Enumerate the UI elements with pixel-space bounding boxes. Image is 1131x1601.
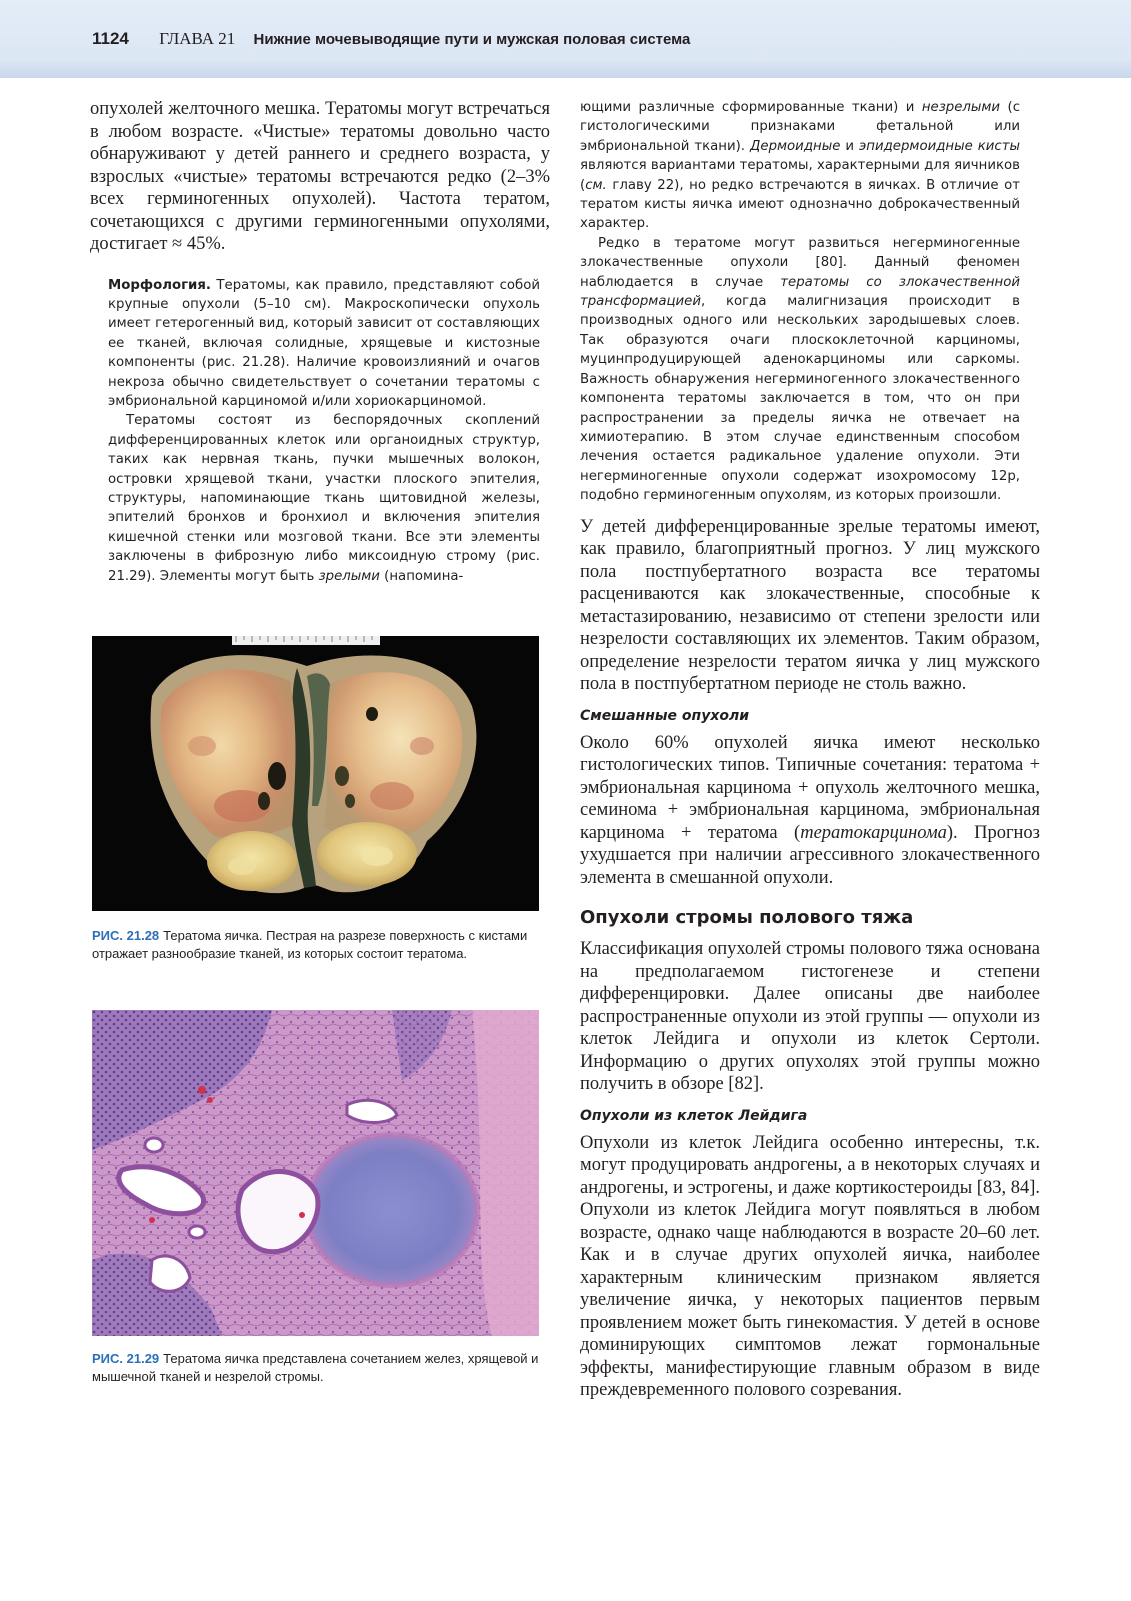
continuation-text-c: и bbox=[840, 138, 859, 154]
malignant-text-a: Редко в тератоме могут развиться негерминогенные злокачественные опухоли [80]. Данный феномен наблюдается в случае bbox=[580, 235, 1020, 290]
mixed-text-b: ). Прогноз ухудшается при наличии агрессивного злокачественного элемента в смешанной опухоли. bbox=[580, 822, 1040, 888]
continuation-text-e: главу 22), но редко встречаются в яичках. В отличие от тератом кисты яичка имеют однозначно доброкачественный характер. bbox=[580, 177, 1020, 232]
figure-21-29-label: РИС. 21.29 bbox=[92, 1351, 160, 1366]
teratoma-continuation-block bbox=[580, 98, 1020, 506]
figure-21-28-caption bbox=[92, 927, 550, 963]
left-column bbox=[90, 98, 550, 586]
continuation-paragraph bbox=[580, 98, 1020, 234]
continuation-emphasis-epidermoid: эпидермоидные кисты bbox=[858, 138, 1020, 154]
mixed-text-a: Около 60% опухолей яичка имеют несколько гистологических типов. Типичные сочетания: тератома + эмбриональная карцинома + опухоль желточного мешка, семинома + эмбриональная карцинома, эмбриональная карцинома + тератома ( bbox=[580, 732, 1040, 843]
figure-21-29-caption bbox=[92, 1350, 550, 1386]
sex-cord-stromal-heading: Опухоли стромы полового тяжа bbox=[580, 907, 914, 929]
morphology-block bbox=[108, 276, 540, 587]
morphology-paragraph-2 bbox=[108, 411, 540, 586]
malignant-emphasis: тератомы со злокачественной трансформацией bbox=[580, 274, 1020, 310]
leydig-heading: Опухоли из клеток Лейдига bbox=[580, 1107, 808, 1124]
continuation-text-a: ющими различные сформированные ткани) и bbox=[580, 100, 922, 115]
running-header bbox=[0, 0, 1131, 78]
continuation-emphasis-see: см. bbox=[585, 177, 607, 193]
chapter-label: ГЛАВА 21 bbox=[159, 29, 236, 48]
intro-paragraph: опухолей желточного мешка. Тератомы могут встречаться в любом возрасте. «Чистые» тератомы довольно часто обнаруживают у детей раннего и среднего возраста, у взрослых «чистые» тератомы встречаются редко (2–3% всех герминогенных опухолей). Частота тератом, сочетающихся с другими герминогенными опухолями, достигает ≈ 45%. bbox=[90, 99, 550, 254]
morphology-p2-tail: (напомина- bbox=[379, 568, 464, 584]
malignant-transformation-paragraph bbox=[580, 234, 1020, 506]
header-line bbox=[92, 28, 690, 51]
children-prognosis-paragraph: У детей дифференцированные зрелые тератомы имеют, как правило, благоприятный прогноз. У лиц мужского пола постпубертатного возраста все тератомы расцениваются как злокачественные, способные к метастазированию, независимо от степени зрелости или незрелости составляющих их элементов. Таким образом, определение незрелости тератом яичка у лиц мужского пола в постпубертатном периоде не столь важно. bbox=[580, 516, 1040, 695]
chapter-title: Нижние мочевыводящие пути и мужская половая система bbox=[253, 31, 691, 48]
mixed-emphasis: тератокарцинома bbox=[800, 822, 947, 843]
figure-21-29-text: Тератома яичка представлена сочетанием желез, хрящевой и мышечной тканей и незрелой стромы. bbox=[92, 1351, 539, 1384]
continuation-text-d: являются вариантами тератомы, характерными для яичников ( bbox=[580, 158, 1020, 193]
morphology-paragraph-1 bbox=[108, 276, 540, 412]
figure-21-28-text: Тератома яичка. Пестрая на разрезе поверхность с кистами отражает разнообразие тканей, из которых состоит тератома. bbox=[92, 928, 528, 961]
morphology-p2-text: Тератомы состоят из беспорядочных скоплений дифференцированных клеток или органоидных структур, таких как нервная ткань, пучки мышечных волокон, островки хрящевой ткани, участки плоского эпителия, структуры, напоминающие ткань щитовидной железы, эпителий бронхов и бронхиол и включения эпителия кишечной стенки или мозговой ткани. Все эти элементы заключены в фиброзную либо миксоидную строму (рис. 21.29). Элементы могут быть bbox=[108, 413, 540, 584]
page-number: 1124 bbox=[92, 29, 129, 48]
leydig-paragraph: Опухоли из клеток Лейдига особенно интересны, т.к. могут продуцировать андрогены, а в некоторых случаях и андрогены, и эстрогены, и даже кортикостероиды [83, 84]. Опухоли из клеток Лейдига могут появляться в любом возрасте, однако чаще наблюдаются в возрасте 20–60 лет. Как и в случае других опухолей яичка, наиболее характерным клиническим признаком является увеличение яичка, у некоторых пациентов первым проявлением может быть гинекомастия. У детей в основе доминирующих симптомов лежат гормональные эффекты, манифестирующие главным образом в виде преждевременного полового созревания. bbox=[580, 1132, 1040, 1401]
sex-cord-stromal-paragraph: Классификация опухолей стромы полового тяжа основана на предполагаемом гистогенезе и степени дифференцировки. Далее описаны две наиболее распространенные опухоли из этой группы — опухоли из клеток Лейдига и опухоли из клеток Сертоли. Информацию о других опухолях этой группы можно получить в обзоре [82]. bbox=[580, 939, 1040, 1095]
figure-21-29-image bbox=[92, 1010, 539, 1336]
continuation-text-b: (с гистологическими признаками фетальной или эмбриональной ткани). bbox=[580, 100, 1020, 154]
figure-21-28-label: РИС. 21.28 bbox=[92, 928, 160, 943]
continuation-emphasis-dermoid: Дермоидные bbox=[750, 138, 841, 154]
mixed-tumors-paragraph bbox=[580, 732, 1040, 890]
figure-21-28-image bbox=[92, 636, 539, 911]
malignant-text-b: , когда малигнизация происходит в производных одного или нескольких зародышевых слоев. Так образуются очаги плоскоклеточной карциномы, муцинпродуцирующей аденокарциномы или саркомы. Важность обнаружения негерминогенного злокачественного компонента тератомы заключается в том, что он при распространении за пределы яичка не отвечает на химиотерапию. В этом случае единственным способом лечения остается радикальное удаление опухоли. Эти негерминогенные опухоли содержат изохромосому 12p, подобно герминогенным опухолям, из которых произошли. bbox=[580, 294, 1020, 504]
morphology-p2-emphasis: зрелыми bbox=[318, 568, 380, 584]
morphology-label: Морфология. bbox=[108, 277, 211, 293]
mixed-tumors-heading: Смешанные опухоли bbox=[580, 707, 750, 724]
right-column bbox=[580, 98, 1040, 1402]
morphology-text: Тератомы, как правило, представляют собой крупные опухоли (5–10 см). Макроскопически опухоль имеет гетерогенный вид, который зависит от составляющих ее тканей, включая солидные, хрящевые и кистозные компоненты (рис. 21.28). Наличие кровоизлияний и очагов некроза обычно свидетельствует о сочетании тератомы с эмбриональной карциномой и/или хориокарциномой. bbox=[108, 277, 540, 409]
continuation-emphasis-immature: незрелыми bbox=[921, 100, 1001, 115]
